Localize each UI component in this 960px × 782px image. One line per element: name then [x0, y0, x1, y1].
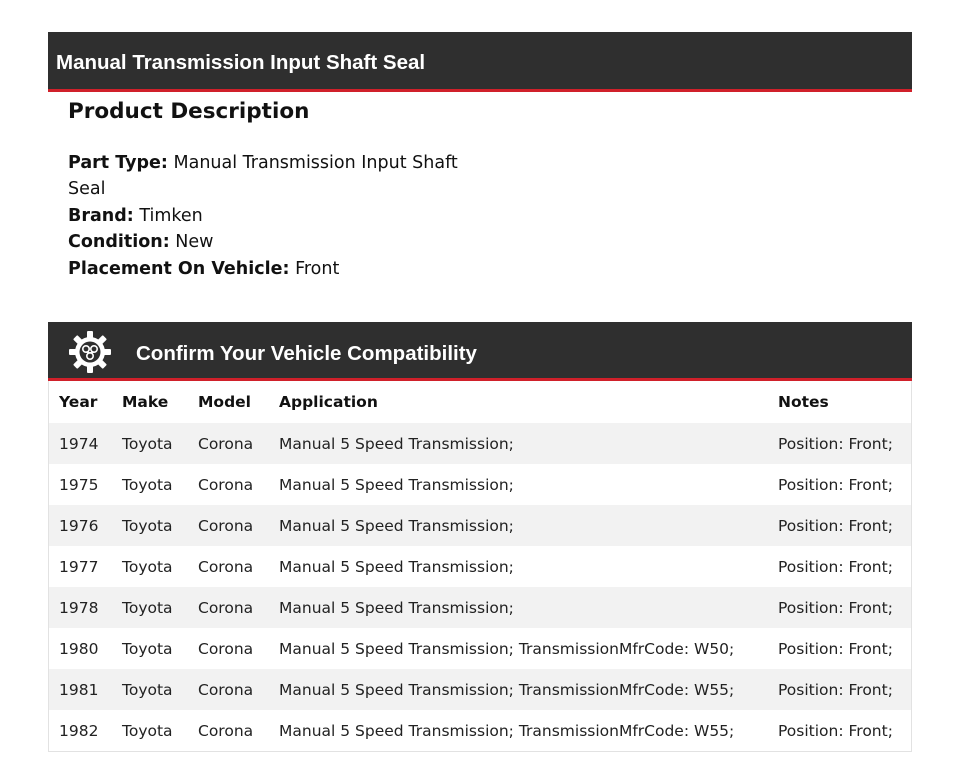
cell-model: Corona [198, 680, 254, 699]
cell-application: Manual 5 Speed Transmission; [279, 434, 514, 453]
cell-application: Manual 5 Speed Transmission; TransmissionMfrCode: W55; [279, 721, 735, 740]
table-row [49, 587, 911, 628]
cell-notes: Position: Front; [778, 557, 893, 576]
cell-notes: Position: Front; [778, 516, 893, 535]
cell-notes: Position: Front; [778, 721, 893, 740]
cell-model: Corona [198, 475, 254, 494]
table-row [49, 546, 911, 587]
table-row [49, 505, 911, 546]
spec-value: Manual Transmission Input Shaft Seal [68, 153, 458, 200]
product-description [68, 96, 488, 282]
spec-label: Brand: [68, 205, 134, 226]
cell-make: Toyota [122, 598, 173, 617]
cell-model: Corona [198, 639, 254, 658]
cell-make: Toyota [122, 557, 173, 576]
column-header-application: Application [279, 393, 378, 411]
compatibility-table-wrapper [48, 381, 912, 752]
gear-icon [68, 330, 112, 374]
table-row [49, 464, 911, 505]
cell-application: Manual 5 Speed Transmission; TransmissionMfrCode: W50; [279, 639, 735, 658]
spec-list [68, 150, 488, 282]
column-header-notes: Notes [778, 393, 829, 411]
compatibility-bar [48, 322, 912, 381]
product-title: Manual Transmission Input Shaft Seal [56, 51, 426, 74]
cell-application: Manual 5 Speed Transmission; [279, 557, 514, 576]
cell-make: Toyota [122, 721, 173, 740]
product-title-bar [48, 32, 912, 92]
spec-label: Part Type: [68, 153, 168, 173]
cell-application: Manual 5 Speed Transmission; [279, 475, 514, 494]
column-header-model: Model [198, 393, 251, 411]
cell-year: 1975 [59, 475, 99, 494]
compatibility-table [49, 381, 911, 751]
cell-make: Toyota [122, 639, 173, 658]
cell-model: Corona [198, 721, 254, 740]
cell-make: Toyota [122, 680, 173, 699]
table-row [49, 628, 911, 669]
cell-make: Toyota [122, 516, 173, 535]
cell-notes: Position: Front; [778, 680, 893, 699]
cell-notes: Position: Front; [778, 598, 893, 617]
cell-notes: Position: Front; [778, 434, 893, 453]
cell-model: Corona [198, 434, 254, 453]
column-header-make: Make [122, 393, 169, 411]
table-header-row [49, 381, 911, 423]
cell-model: Corona [198, 516, 254, 535]
cell-notes: Position: Front; [778, 639, 893, 658]
cell-make: Toyota [122, 475, 173, 494]
spec-label: Placement On Vehicle: [68, 258, 290, 279]
cell-notes: Position: Front; [778, 475, 893, 494]
cell-year: 1980 [59, 639, 99, 658]
cell-application: Manual 5 Speed Transmission; TransmissionMfrCode: W55; [279, 680, 735, 699]
cell-application: Manual 5 Speed Transmission; [279, 516, 514, 535]
spec-condition [68, 229, 488, 255]
spec-value: Front [295, 258, 340, 279]
table-row [49, 669, 911, 710]
cell-year: 1977 [59, 557, 99, 576]
spec-part-type [68, 150, 488, 203]
cell-year: 1976 [59, 516, 99, 535]
column-header-year: Year [59, 393, 98, 411]
cell-make: Toyota [122, 434, 173, 453]
spec-label: Condition: [68, 232, 170, 253]
cell-model: Corona [198, 557, 254, 576]
cell-year: 1982 [59, 721, 99, 740]
cell-year: 1978 [59, 598, 99, 617]
spec-value: New [175, 232, 214, 253]
description-heading: Product Description [68, 99, 310, 124]
table-row [49, 710, 911, 751]
compatibility-title: Confirm Your Vehicle Compatibility [136, 342, 477, 365]
spec-placement [68, 256, 488, 282]
cell-application: Manual 5 Speed Transmission; [279, 598, 514, 617]
spec-brand [68, 203, 488, 229]
cell-year: 1974 [59, 434, 99, 453]
spec-value: Timken [139, 205, 203, 226]
cell-model: Corona [198, 598, 254, 617]
table-row [49, 423, 911, 464]
cell-year: 1981 [59, 680, 99, 699]
